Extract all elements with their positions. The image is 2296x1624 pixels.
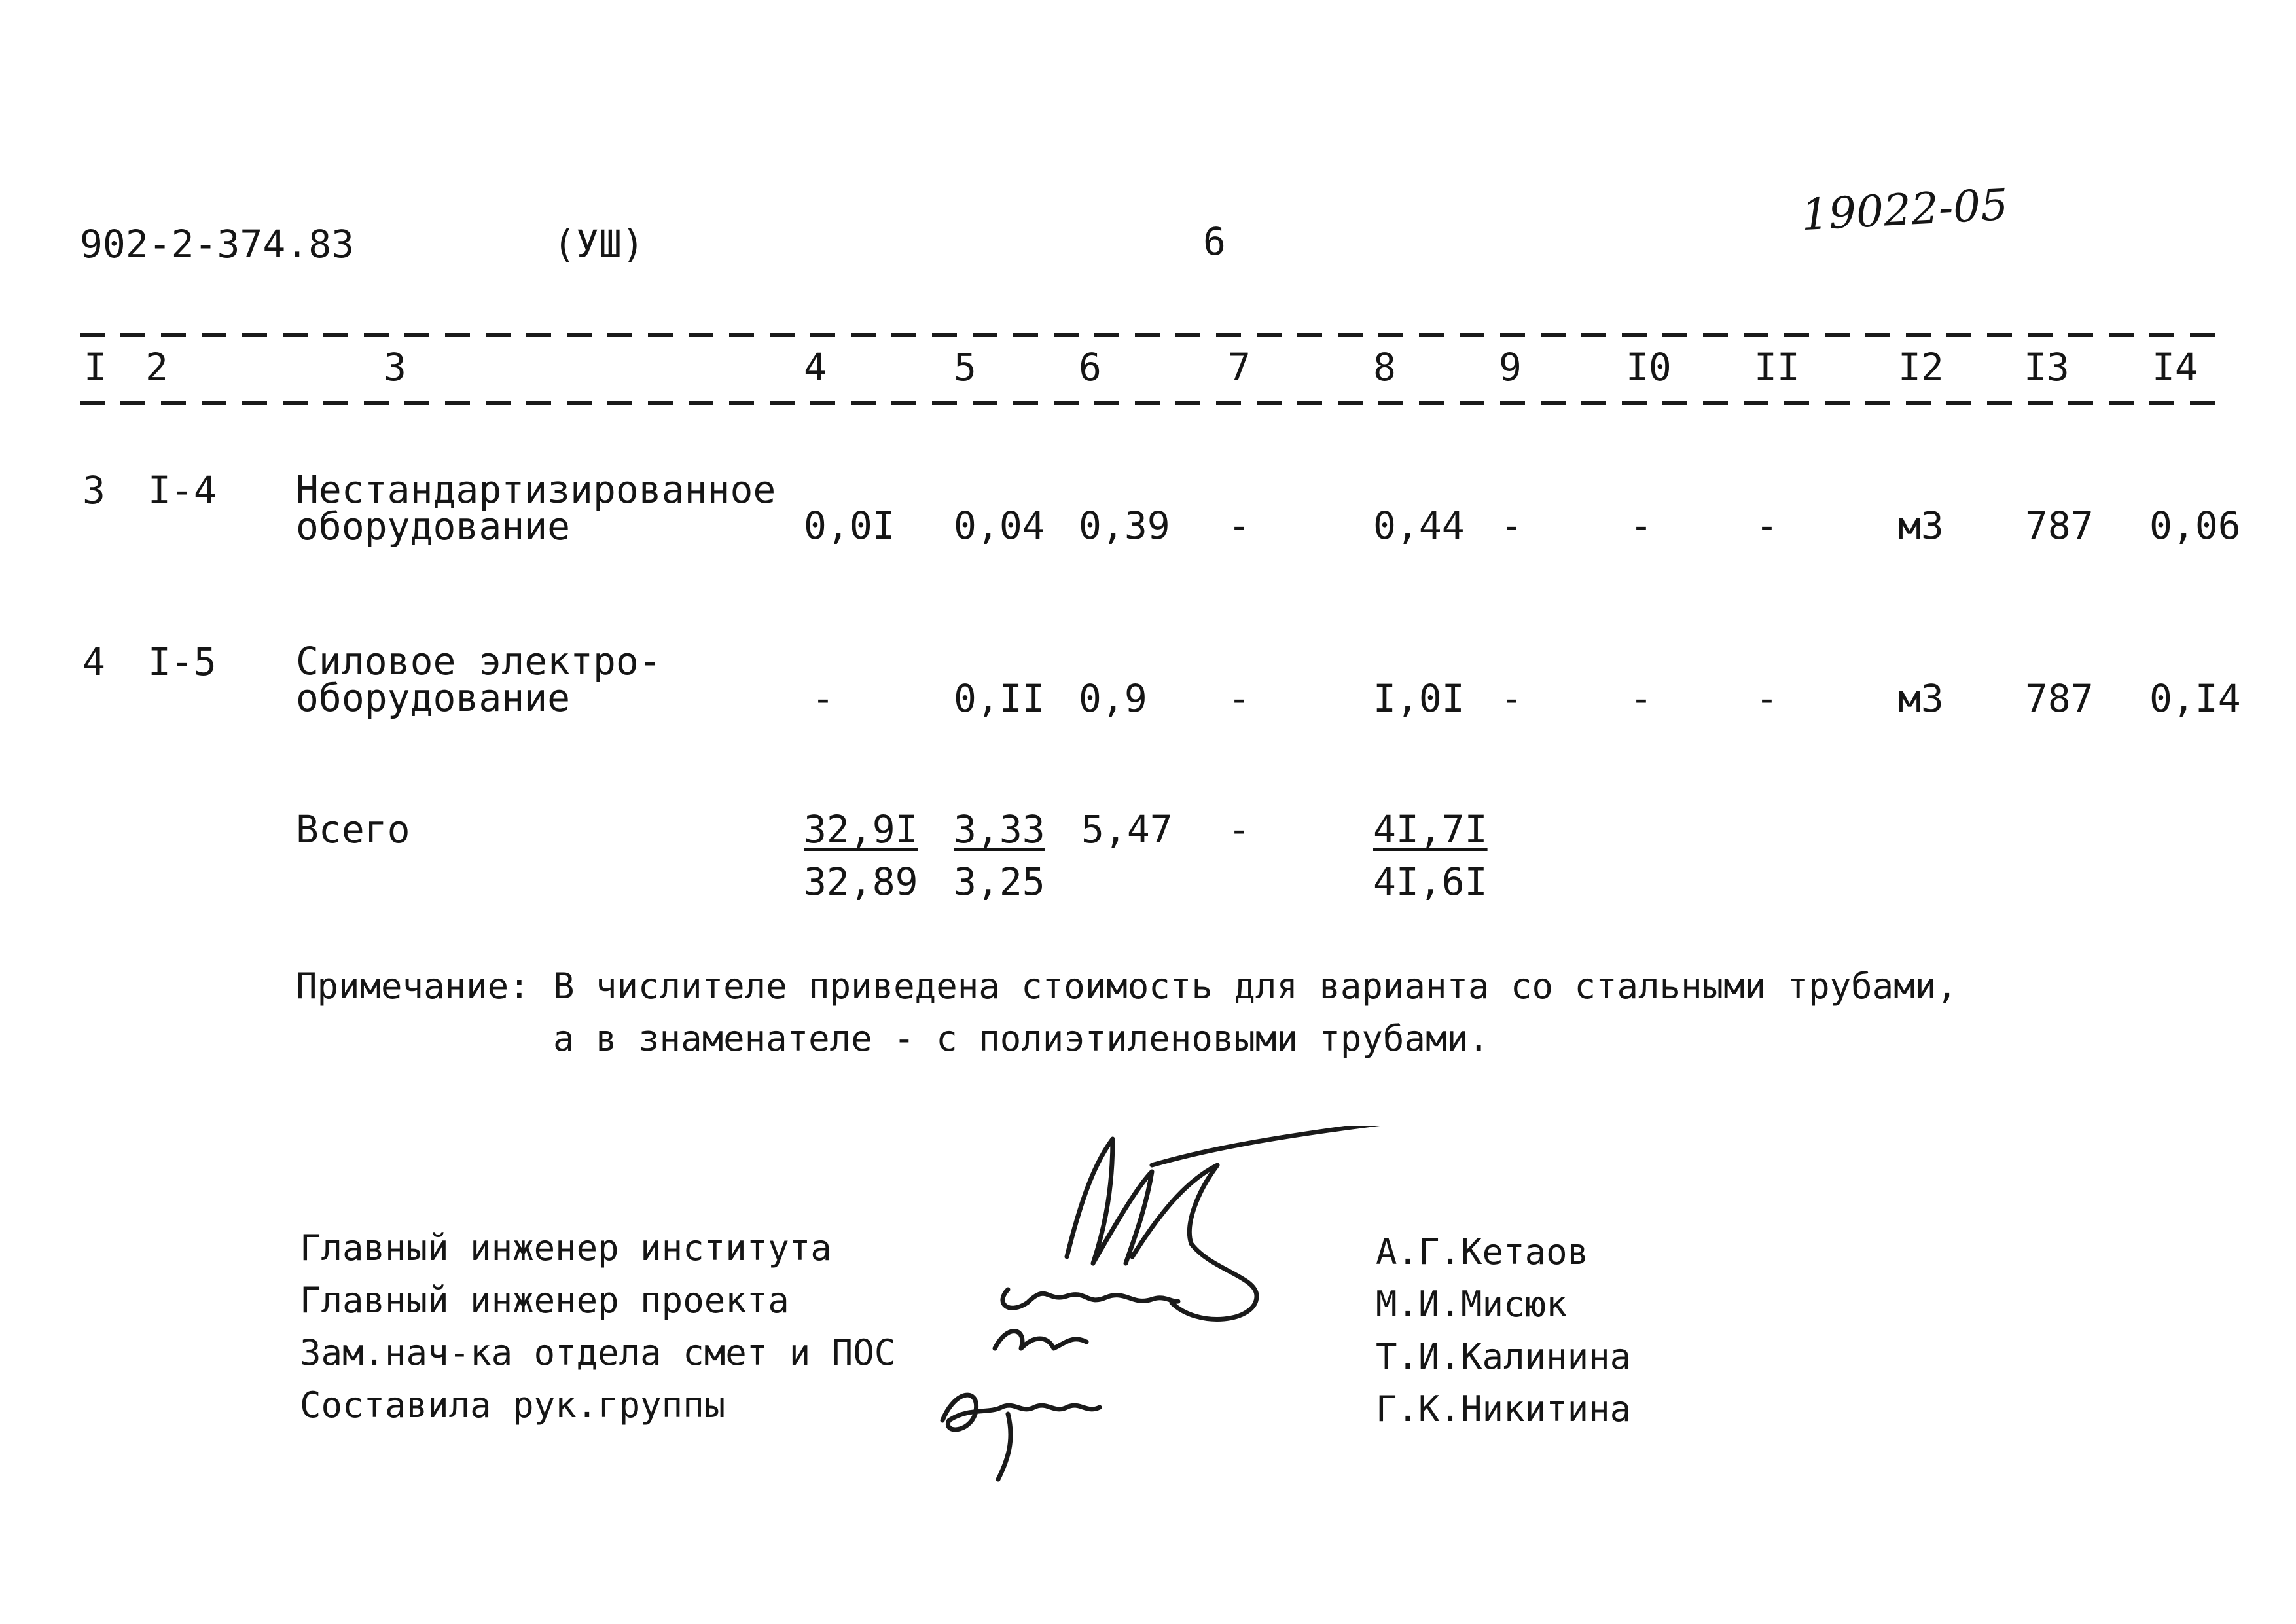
signatory-name: А.Г.Кетаов <box>1376 1231 1589 1272</box>
total-col-7: - <box>1228 807 1251 852</box>
cell-col-7: - <box>1228 676 1251 721</box>
row-number: 3 <box>82 468 105 513</box>
row-number: 4 <box>82 640 105 684</box>
page-number: 6 <box>1203 219 1226 264</box>
col-number-9: 9 <box>1499 345 1522 389</box>
total-col-8-denominator: 4I,6I <box>1373 859 1488 904</box>
cell-col-4: 0,0I <box>804 503 895 548</box>
cell-col-5: 0,04 <box>954 503 1045 548</box>
signatory-name: Г.К.Никитина <box>1376 1388 1632 1430</box>
cell-col-11: - <box>1755 503 1778 548</box>
total-col-8-numerator: 4I,7I <box>1373 807 1488 852</box>
cell-col-6: 0,9 <box>1079 676 1147 721</box>
cell-col-10: - <box>1630 503 1653 548</box>
col-number-13: I3 <box>2024 345 2070 389</box>
signature-role: Главный инженер проекта <box>300 1280 789 1321</box>
cell-col-14: 0,06 <box>2149 503 2241 548</box>
cell-col-4: - <box>812 676 834 721</box>
col-number-4: 4 <box>804 345 827 389</box>
col-number-11: II <box>1754 345 1800 389</box>
cell-col-10: - <box>1630 676 1653 721</box>
cell-col-11: - <box>1755 676 1778 721</box>
signature-role: Зам.нач-ка отдела смет и ПОС <box>300 1332 896 1373</box>
total-col-4-numerator: 32,9I <box>804 807 918 852</box>
header-top-divider <box>80 333 2220 337</box>
col-number-10: I0 <box>1626 345 1672 389</box>
col-number-6: 6 <box>1079 345 1102 389</box>
note-label: Примечание: <box>296 965 530 1007</box>
signature-role: Составила рук.группы <box>300 1384 726 1426</box>
cell-col-9: - <box>1500 503 1523 548</box>
handwritten-stamp-number: 19022-05 <box>1800 179 2010 241</box>
row-name: Нестандартизированное оборудование <box>296 467 776 549</box>
signatory-name: М.И.Мисюк <box>1376 1284 1568 1325</box>
header-bottom-divider <box>80 401 2220 405</box>
cell-col-13: 787 <box>2025 676 2094 721</box>
row-name: Силовое электро- оборудование <box>296 639 662 720</box>
note-line-1: В числителе приведена стоимость для варианта со стальными трубами, <box>553 965 1958 1007</box>
total-col-5-denominator: 3,25 <box>954 859 1045 904</box>
total-col-4-denominator: 32,89 <box>804 859 918 904</box>
col-number-3: 3 <box>384 345 406 389</box>
cell-col-8: I,0I <box>1373 676 1465 721</box>
cell-col-13: 787 <box>2025 503 2094 548</box>
col-number-1: I <box>84 345 107 389</box>
document-code: 902-2-374.83 <box>80 222 355 266</box>
cell-col-8: 0,44 <box>1373 503 1465 548</box>
col-number-8: 8 <box>1373 345 1396 389</box>
col-number-5: 5 <box>954 345 977 389</box>
col-number-2: 2 <box>145 345 168 389</box>
cell-col-5: 0,II <box>954 676 1045 721</box>
note-line-2: а в знаменателе - с полиэтиленовыми трубами. <box>553 1018 1490 1059</box>
cell-col-14: 0,I4 <box>2149 676 2241 721</box>
row-code: I-4 <box>148 468 217 513</box>
cell-col-7: - <box>1228 503 1251 548</box>
col-number-12: I2 <box>1898 345 1944 389</box>
signatory-name: Т.И.Калинина <box>1376 1336 1632 1377</box>
total-col-6: 5,47 <box>1081 807 1173 852</box>
total-col-5-numerator: 3,33 <box>954 807 1045 852</box>
cell-col-12-unit: м3 <box>1898 676 1944 721</box>
cell-col-6: 0,39 <box>1079 503 1170 548</box>
cell-col-9: - <box>1500 676 1523 721</box>
section-label: (УШ) <box>553 222 645 266</box>
col-number-7: 7 <box>1228 345 1251 389</box>
row-code: I-5 <box>148 640 217 684</box>
total-label: Всего <box>296 807 410 852</box>
col-number-14: I4 <box>2152 345 2198 389</box>
cell-col-12-unit: м3 <box>1898 503 1944 548</box>
handwritten-signatures <box>916 1126 1414 1492</box>
signature-role: Главный инженер института <box>300 1227 832 1269</box>
